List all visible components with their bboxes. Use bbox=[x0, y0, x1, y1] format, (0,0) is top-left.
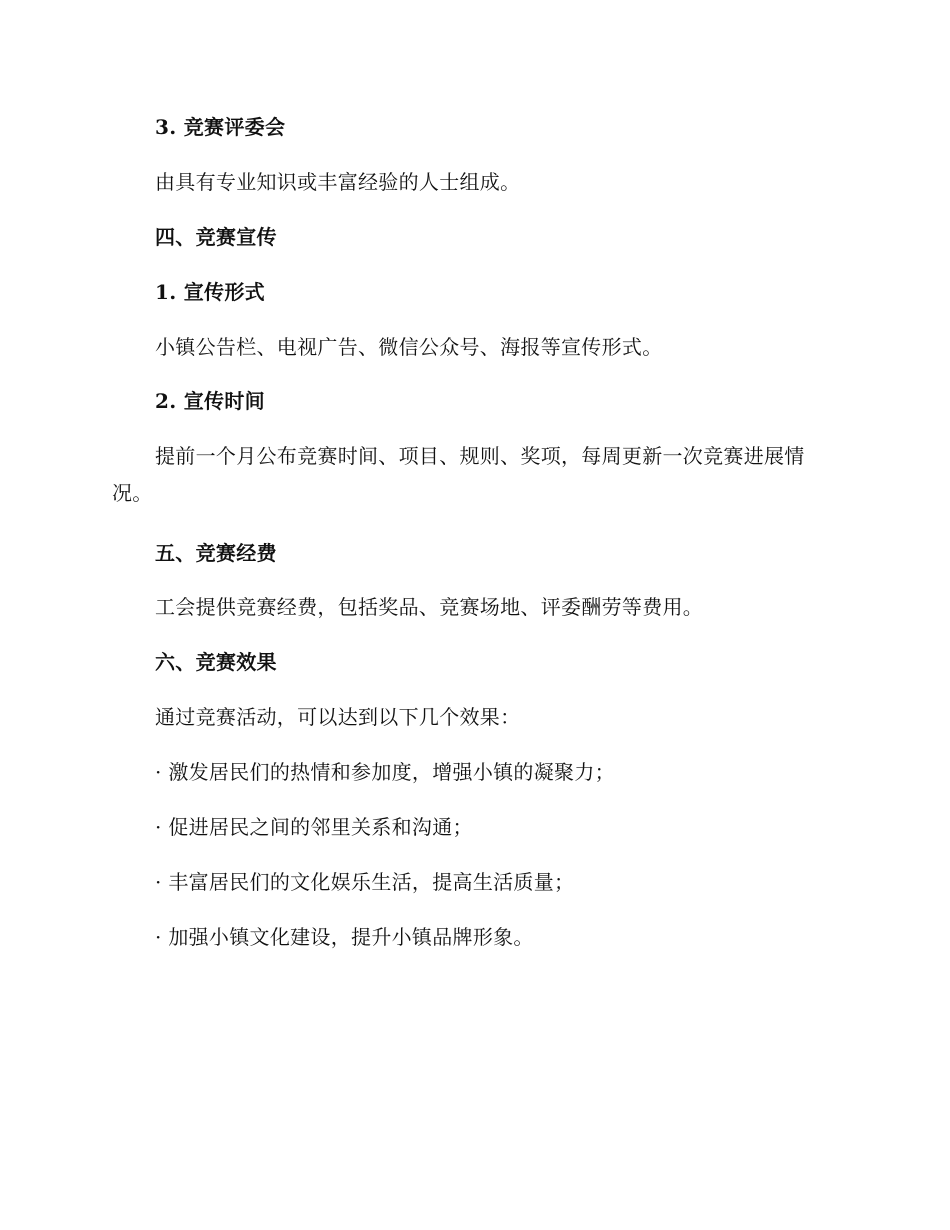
list-item: · 加强小镇文化建设，提升小镇品牌形象。 bbox=[155, 925, 534, 949]
paragraph-publicity-time: 提前一个月公布竞赛时间、项目、规则、奖项，每周更新一次竞赛进展情况。 bbox=[112, 444, 805, 505]
list-item: · 促进居民之间的邻里关系和沟通； bbox=[155, 815, 473, 839]
paragraph-publicity-form: 小镇公告栏、电视广告、微信公众号、海报等宣传形式。 bbox=[155, 335, 663, 359]
subheading-publicity-form: 1. 宣传形式 bbox=[155, 280, 265, 304]
paragraph-effects-intro: 通过竞赛活动，可以达到以下几个效果： bbox=[155, 705, 521, 729]
section-heading-effects: 六、竞赛效果 bbox=[155, 650, 277, 674]
section-heading-judges: 3. 竞赛评委会 bbox=[155, 115, 286, 139]
list-item: · 丰富居民们的文化娱乐生活，提高生活质量； bbox=[155, 870, 575, 894]
section-heading-publicity: 四、竞赛宣传 bbox=[155, 225, 277, 249]
list-item: · 激发居民们的热情和参加度，增强小镇的凝聚力； bbox=[155, 760, 615, 784]
section-heading-funding: 五、竞赛经费 bbox=[155, 541, 277, 565]
paragraph-funding: 工会提供竞赛经费，包括奖品、竞赛场地、评委酬劳等费用。 bbox=[155, 595, 704, 619]
paragraph-judges: 由具有专业知识或丰富经验的人士组成。 bbox=[155, 170, 521, 194]
subheading-publicity-time: 2. 宣传时间 bbox=[155, 389, 265, 413]
